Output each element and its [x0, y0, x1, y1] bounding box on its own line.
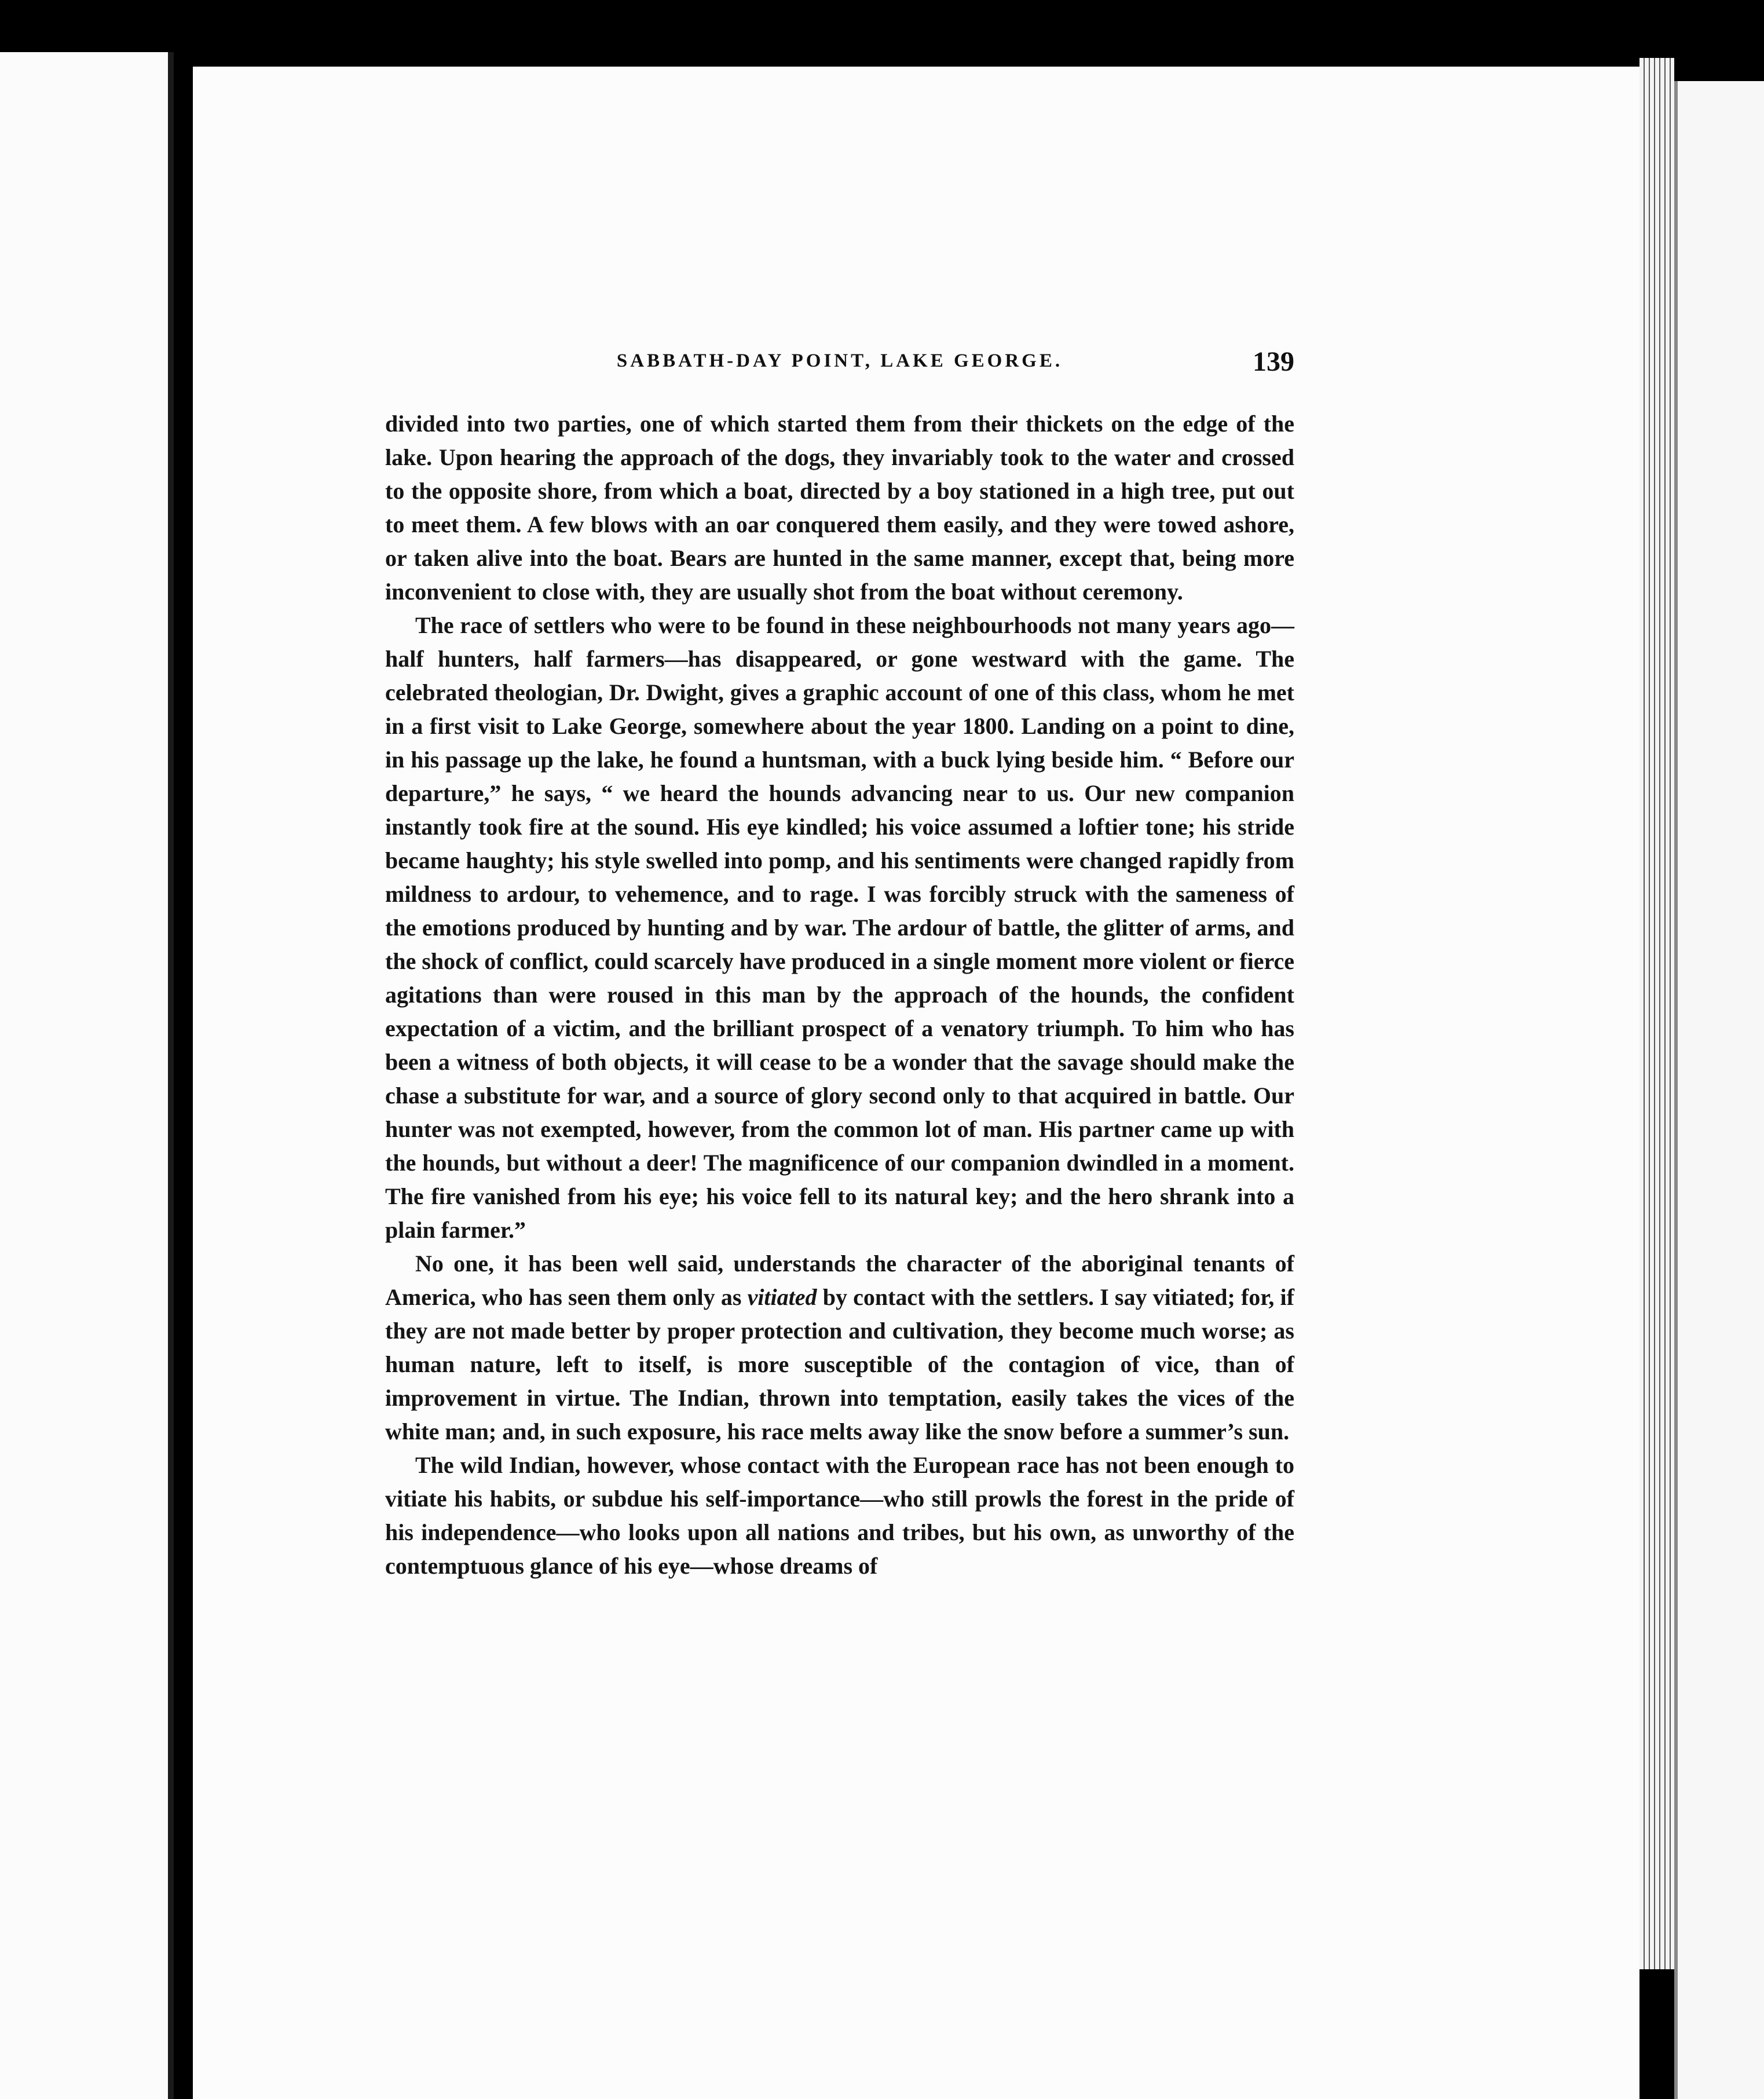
- back-cover-edge: [1674, 81, 1764, 2099]
- paragraph: [385, 407, 1294, 609]
- text-segment: The race of settlers who were to be found in these neighbourhoods not many years ago—half hunters, half farmers—has disappeared, or gone westward with the game. The celebrated theologian, Dr. Dwight, gives a graphic account of one of this class, whom he met in a first visit to Lake George, somewhere about the year 1800. Landing on a point to dine, in his passage up the lake, he found a huntsman, with a buck lying beside him. “ Before our departure,” he says, “ we heard the hounds advancing near to us. Our new companion instantly took fire at the sound. His eye kindled; his voice assumed a loftier tone; his stride became haughty; his style swelled into pomp, and his sentiments were changed rapidly from mildness to ardour, to vehemence, and to rage. I was forcibly struck with the sameness of the emotions produced by hunting and by war. The ardour of battle, the glitter of arms, and the shock of conflict, could scarcely have produced in a single moment more violent or fierce agitations than were roused in this man by the approach of the hounds, the confident expectation of a victim, and the brilliant prospect of a venatory triumph. To him who has been a witness of both objects, it will cease to be a wonder that the savage should make the chase a substitute for war, and a source of glory second only to that acquired in battle. Our hunter was not exempted, however, from the common lot of man. His partner came up with the hounds, but without a deer! The magnificence of our companion dwindled in a moment. The fire vanished from his eye; his voice fell to its natural key; and the hero shrank into a plain farmer.”: [385, 612, 1294, 1243]
- page-content: [385, 346, 1294, 1583]
- running-head: [385, 346, 1294, 385]
- running-head-title: SABBATH-DAY POINT, LAKE GEORGE.: [616, 350, 1063, 371]
- text-segment: divided into two parties, one of which started them from their thickets on the edge of the lake. Upon hearing the approach of the dogs, they invariably took to the water and crossed to the opposite shore, from which a boat, directed by a boy stationed in a high tree, put out to meet them. A few blows with an oar conquered them easily, and they were towed ashore, or taken alive into the boat. Bears are hunted in the same manner, except that, being more inconvenient to close with, they are usually shot from the boat without ceremony.: [385, 411, 1294, 605]
- paragraph: [385, 1247, 1294, 1449]
- paragraph: [385, 1449, 1294, 1583]
- page-stack-edges: [1639, 58, 1674, 1969]
- text-segment: No one, it has been well said, understands the character of the aboriginal tenants of America, who has seen them only as: [385, 1250, 1294, 1310]
- emphasis-text: vitiated: [747, 1284, 817, 1310]
- text-segment: by contact with the settlers. I say vitiated; for, if they are not made better by proper protection and cultivation, they become much worse; as human nature, left to itself, is more susceptible of the contagion of vice, than of improvement in virtue. The Indian, thrown into temptation, easily takes the vices of the white man; and, in such exposure, his race melts away like the snow before a summer’s sun.: [385, 1284, 1294, 1445]
- facing-page-edge: [0, 52, 174, 2099]
- page-number: 139: [1253, 346, 1294, 377]
- paragraph: [385, 609, 1294, 1247]
- body-text: [385, 407, 1294, 1583]
- text-segment: The wild Indian, however, whose contact with the European race has not been enough to vitiate his habits, or subdue his self-importance—who still prowls the forest in the pride of his independence—who looks upon all nations and tribes, but his own, as unworthy of the contemptuous glance of his eye—whose dreams of: [385, 1452, 1294, 1579]
